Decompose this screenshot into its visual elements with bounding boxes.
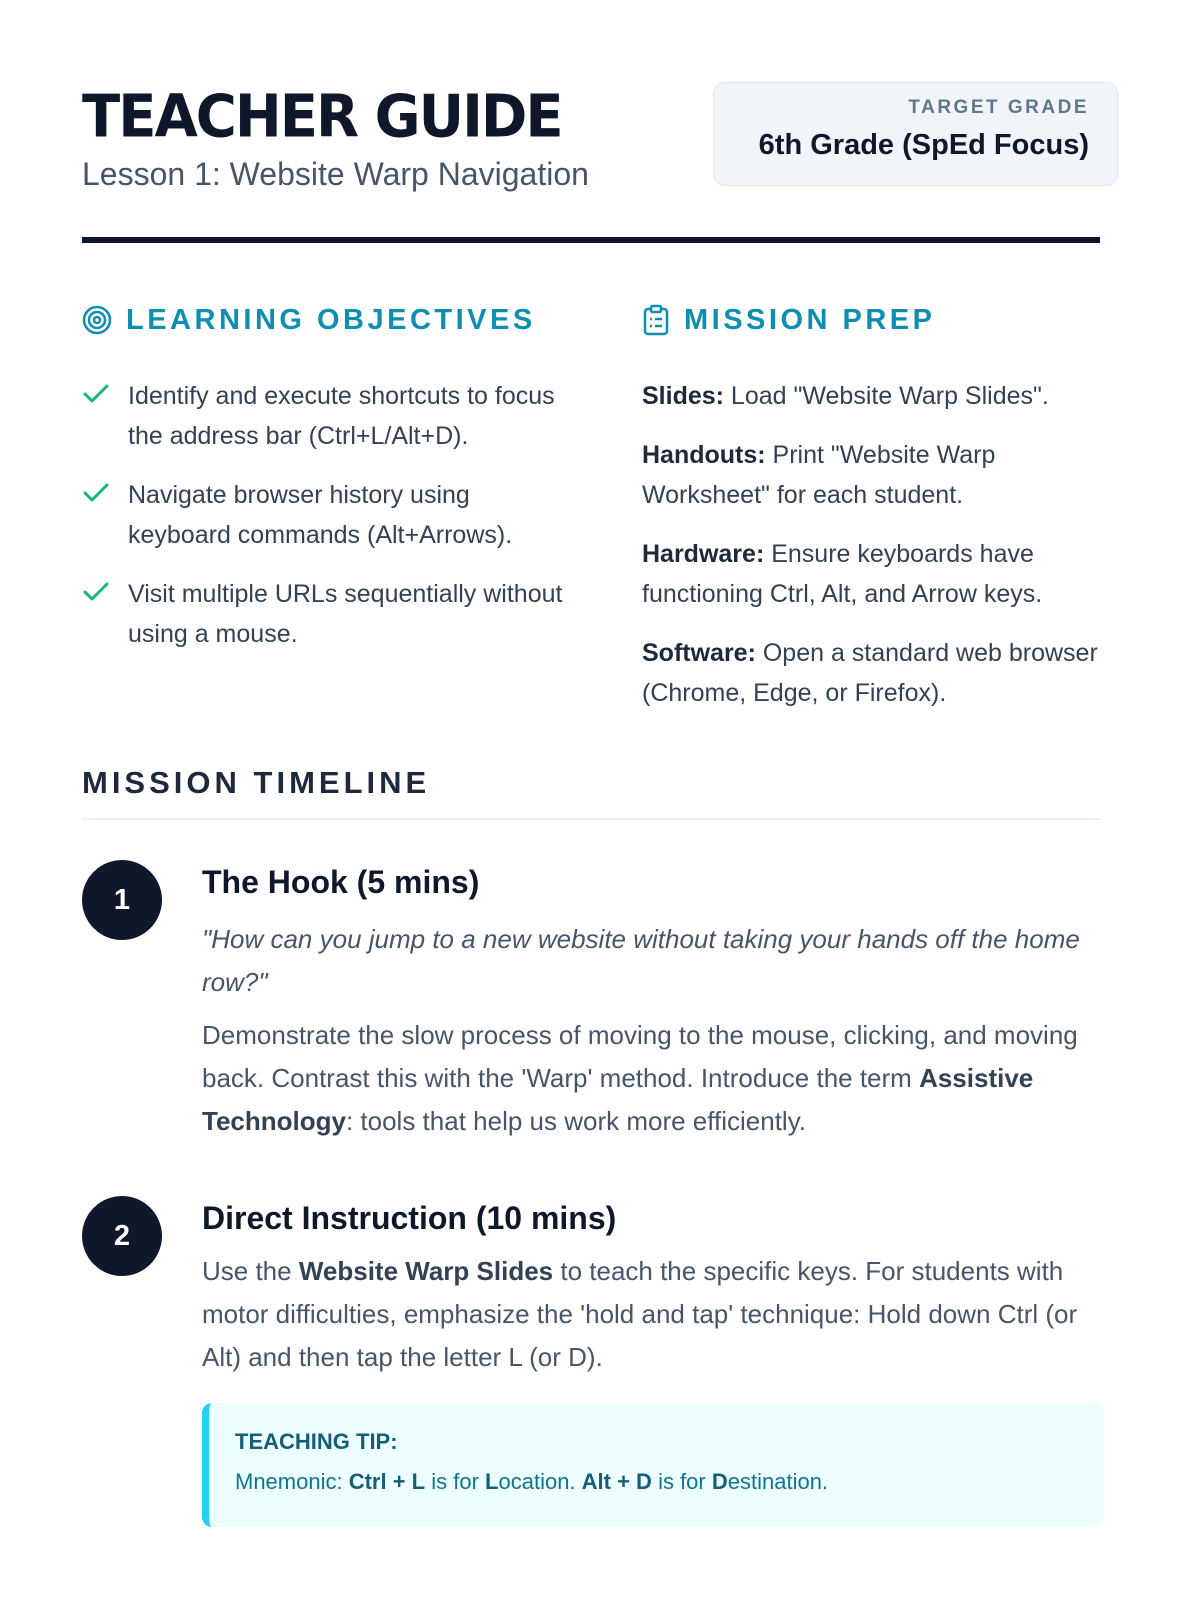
- prep-heading: [642, 302, 1100, 338]
- title-block: [82, 80, 589, 193]
- teaching-tip-callout: [202, 1403, 1104, 1527]
- prep-item-software: [642, 633, 1100, 713]
- timeline-step-2: [82, 1196, 1100, 1527]
- objectives-section: [82, 302, 642, 732]
- prep-label: Handouts:: [642, 441, 766, 469]
- step-number-badge: 1: [82, 860, 162, 940]
- timeline-divider: [82, 818, 1100, 820]
- mission-prep-section: [642, 302, 1100, 732]
- objective-item: [82, 475, 642, 555]
- check-icon: [82, 376, 128, 456]
- prep-label: Hardware:: [642, 540, 765, 568]
- tip-label: TEACHING TIP:: [235, 1429, 398, 1454]
- objective-text: Identify and execute shortcuts to focus the address bar (Ctrl+L/Alt+D).: [128, 382, 555, 450]
- tip-shortcut: Alt + D: [581, 1469, 652, 1494]
- header: [82, 80, 1118, 235]
- step-heading: The Hook (5 mins): [202, 864, 480, 900]
- step-description: [202, 1014, 1100, 1143]
- objectives-list: [82, 376, 642, 654]
- para-bold: Assistive Technology: [202, 1063, 1034, 1136]
- prep-text: Ensure keyboards have functioning Ctrl, Alt, and Arrow keys.: [642, 540, 1043, 608]
- prep-label: Slides:: [642, 382, 724, 410]
- objectives-heading: [82, 302, 642, 338]
- objective-item: [82, 376, 642, 456]
- step-number-badge: 2: [82, 1196, 162, 1276]
- prep-text: Print "Website Warp Worksheet" for each student.: [642, 441, 996, 509]
- step-description: [202, 1250, 1102, 1379]
- grade-label: TARGET GRADE: [908, 97, 1089, 118]
- target-icon: [82, 305, 112, 335]
- timeline-step-1: [82, 860, 1100, 1143]
- tip-letter: L: [485, 1469, 499, 1494]
- prep-label: Software:: [642, 639, 756, 667]
- overview-columns: [82, 302, 1100, 732]
- check-icon: [82, 574, 128, 654]
- tip-part: estination.: [727, 1469, 829, 1494]
- step-heading: Direct Instruction (10 mins): [202, 1200, 617, 1236]
- prep-title: MISSION PREP: [684, 303, 936, 336]
- step-body: [202, 1196, 1102, 1527]
- para-bold: Website Warp Slides: [298, 1256, 554, 1286]
- tip-part: is for: [651, 1469, 712, 1494]
- prep-item-slides: [642, 376, 1100, 416]
- tip-shortcut: Ctrl + L: [348, 1469, 426, 1494]
- tip-text: [235, 1469, 1104, 1495]
- header-divider: [82, 237, 1100, 243]
- objectives-title: LEARNING OBJECTIVES: [126, 303, 536, 336]
- para-text: Demonstrate the slow process of moving to the mouse, clicking, and moving back. Contrast this with the 'Warp' method. Introduce the term: [202, 1020, 1078, 1093]
- step-body: [202, 860, 1100, 1143]
- tip-part: is for: [425, 1469, 486, 1494]
- para-text: : tools that help us work more efficiently.: [345, 1106, 806, 1136]
- para-text: to teach the specific keys. For students with motor difficulties, emphasize the 'hold and tap' technique: Hold down Ctrl (or Alt) and then tap the letter L (or D).: [202, 1256, 1078, 1372]
- tip-part: Mnemonic:: [235, 1469, 349, 1494]
- prep-text: Open a standard web browser (Chrome, Edge, or Firefox).: [642, 639, 1098, 707]
- lesson-subtitle: Lesson 1: Website Warp Navigation: [82, 156, 589, 192]
- objective-text: Visit multiple URLs sequentially without using a mouse.: [128, 580, 563, 648]
- objective-item: [82, 574, 642, 654]
- clipboard-icon: [642, 304, 670, 336]
- para-text: Use the: [202, 1256, 299, 1286]
- tip-letter: D: [711, 1469, 728, 1494]
- grade-value: 6th Grade (SpEd Focus): [758, 129, 1089, 161]
- prep-item-hardware: [642, 534, 1100, 614]
- prep-item-handouts: [642, 435, 1100, 515]
- tip-part: ocation.: [498, 1469, 582, 1494]
- hook-question: "How can you jump to a new website without taking your hands off the home row?": [202, 924, 1080, 997]
- prep-text: Load "Website Warp Slides".: [723, 382, 1049, 410]
- page-title: TEACHER GUIDE: [82, 82, 562, 151]
- target-grade-box: [713, 82, 1118, 186]
- prep-list: [642, 376, 1100, 713]
- timeline-title: MISSION TIMELINE: [82, 765, 431, 800]
- objective-text: Navigate browser history using keyboard commands (Alt+Arrows).: [128, 481, 513, 549]
- check-icon: [82, 475, 128, 555]
